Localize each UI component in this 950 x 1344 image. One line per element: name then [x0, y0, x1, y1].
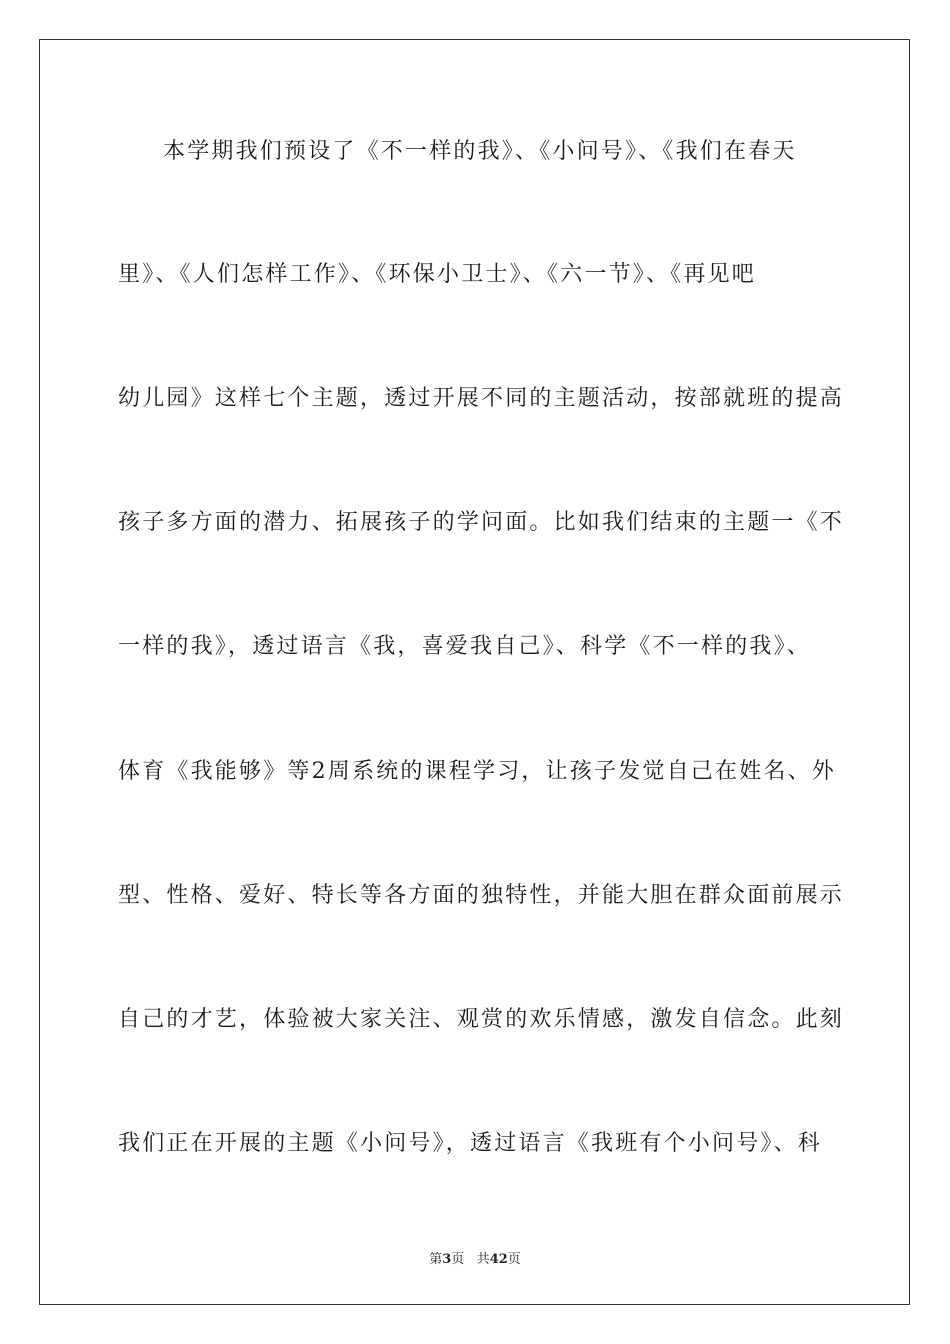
text-line: 型、性格、爱好、特长等各方面的独特性，并能大胆在群众面前展示 [118, 883, 845, 908]
page-footer [0, 1248, 950, 1267]
text-line: 本学期我们预设了《不一样的我》、《小问号》、《我们在春天 [163, 139, 797, 164]
total-label-suffix: 页 [507, 1252, 521, 1267]
text-line: 我们正在开展的主题《小问号》，透过语言《我班有个小问号》、科 [118, 1131, 823, 1156]
text-line: 孩子多方面的潜力、拓展孩子的学问面。比如我们结束的主题一《不 [118, 510, 845, 535]
text-line: 体育《我能够》等2周系统的课程学习，让孩子发觉自己在姓名、外 [118, 759, 836, 784]
page-border [39, 39, 910, 1305]
text-line: 幼儿园》这样七个主题，透过开展不同的主题活动，按部就班的提高 [118, 386, 845, 411]
text-line: 自己的才艺，体验被大家关注、观赏的欢乐情感，激发自信念。此刻 [118, 1007, 845, 1032]
total-label-prefix: 共 [476, 1252, 490, 1267]
text-line: 里》、《人们怎样工作》、《环保小卫士》、《六一节》、《再见吧 [118, 262, 757, 287]
text-line: 一样的我》，透过语言《我，喜爱我自己》、科学《不一样的我》、 [118, 634, 812, 659]
page-label-prefix: 第 [429, 1252, 443, 1267]
page-number: 3 [442, 1252, 452, 1267]
page-label-suffix: 页 [451, 1252, 465, 1267]
total-pages: 42 [489, 1252, 508, 1267]
